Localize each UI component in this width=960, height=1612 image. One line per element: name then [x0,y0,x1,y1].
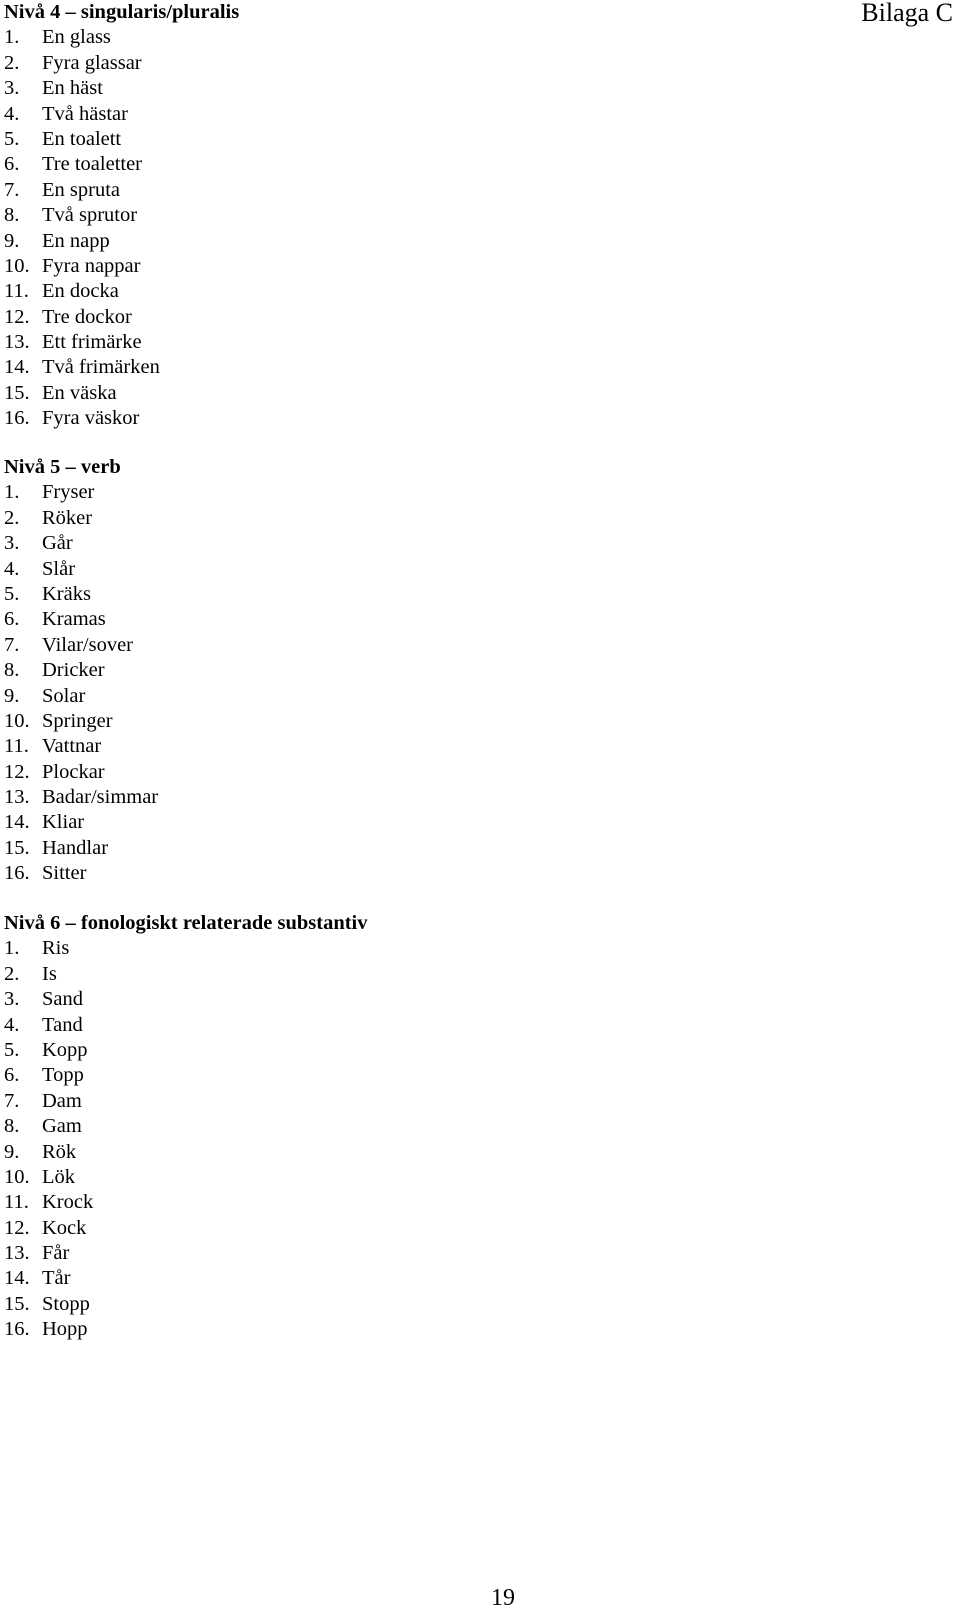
item-number: 3. [4,77,20,100]
list-item [4,480,904,505]
item-number: 2. [4,506,20,529]
item-text: En glass [42,26,111,49]
item-number: 10. [4,709,30,732]
list-item [4,684,904,709]
item-text: Krock [42,1191,94,1214]
item-text: Fyra väskor [42,407,140,430]
item-text: Solar [42,684,86,707]
item-text: En napp [42,229,110,252]
item-number: 2. [4,962,20,985]
list-item [4,836,904,861]
list-item [4,1038,904,1063]
item-number: 3. [4,532,20,555]
list-item [4,355,904,380]
item-text: Sitter [42,862,87,885]
list-item [4,1140,904,1165]
item-text: Röker [42,506,93,529]
item-text: En väska [42,381,117,404]
list-item [4,760,904,785]
item-number: 14. [4,1267,30,1290]
list-item [4,1063,904,1088]
list-item [4,785,904,810]
list-item [4,582,904,607]
section-heading: Nivå 6 – fonologiskt relaterade substantiv [4,912,368,934]
list-item [4,1241,904,1266]
list-item [4,76,904,101]
list-item [4,607,904,632]
item-text: Springer [42,709,113,732]
word-list [4,936,904,1342]
list-item [4,152,904,177]
item-number: 9. [4,229,20,252]
item-text: En docka [42,280,119,303]
list-item [4,1292,904,1317]
item-text: Vattnar [42,735,102,758]
item-text: Fyra glassar [42,51,142,74]
list-item [4,330,904,355]
item-number: 16. [4,862,30,885]
list-item [4,1190,904,1215]
item-text: En spruta [42,178,120,201]
list-item [4,936,904,961]
item-text: Handlar [42,836,109,859]
item-number: 7. [4,1089,20,1112]
list-item [4,51,904,76]
item-text: Slår [42,557,76,580]
list-item [4,229,904,254]
item-text: Plockar [42,760,105,783]
item-number: 15. [4,836,30,859]
section-niva-5 [4,455,904,887]
item-number: 12. [4,305,30,328]
item-text: Vilar/sover [42,633,133,656]
section-niva-6 [4,911,904,1343]
item-number: 7. [4,178,20,201]
item-text: Kramas [42,608,106,631]
item-text: Tre dockor [42,305,132,328]
list-item [4,1266,904,1291]
item-number: 7. [4,633,20,656]
item-number: 13. [4,786,30,809]
item-number: 5. [4,127,20,150]
item-number: 1. [4,481,20,504]
list-item [4,1114,904,1139]
item-text: Stopp [42,1292,90,1315]
item-number: 5. [4,1038,20,1061]
item-text: Tand [42,1013,83,1036]
list-item [4,279,904,304]
item-text: Kock [42,1216,87,1239]
list-item [4,734,904,759]
item-text: Fryser [42,481,95,504]
list-item [4,810,904,835]
item-text: Gam [42,1115,82,1138]
list-item [4,305,904,330]
item-number: 6. [4,1064,20,1087]
item-text: Kopp [42,1038,88,1061]
item-text: Dricker [42,659,105,682]
item-number: 13. [4,1242,30,1265]
item-number: 9. [4,684,20,707]
item-text: Två frimärken [42,356,160,379]
item-text: Lök [42,1165,76,1188]
item-number: 10. [4,254,30,277]
item-text: Tår [42,1267,71,1290]
item-number: 4. [4,557,20,580]
list-item [4,25,904,50]
item-number: 11. [4,280,29,303]
item-text: Tre toaletter [42,153,143,176]
list-item [4,1165,904,1190]
list-item [4,861,904,886]
list-item [4,127,904,152]
list-item [4,633,904,658]
item-number: 12. [4,1216,30,1239]
item-text: Två hästar [42,102,128,125]
item-number: 6. [4,153,20,176]
item-number: 10. [4,1165,30,1188]
item-text: Badar/simmar [42,786,159,809]
appendix-label: Bilaga C [861,0,953,27]
list-item [4,178,904,203]
list-item [4,506,904,531]
item-number: 4. [4,1013,20,1036]
list-item [4,709,904,734]
section-heading: Nivå 5 – verb [4,456,121,478]
item-text: Fyra nappar [42,254,141,277]
item-number: 3. [4,988,20,1011]
item-number: 16. [4,1318,30,1341]
item-text: Ris [42,937,70,960]
list-item [4,254,904,279]
item-number: 14. [4,811,30,834]
list-item [4,203,904,228]
item-text: Kräks [42,582,91,605]
page-number: 19 [491,1585,515,1611]
item-number: 1. [4,937,20,960]
item-number: 1. [4,26,20,49]
item-number: 4. [4,102,20,125]
item-text: En toalett [42,127,122,150]
word-list [4,25,904,431]
item-text: Går [42,532,73,555]
item-number: 13. [4,331,30,354]
item-number: 8. [4,1115,20,1138]
item-number: 6. [4,608,20,631]
item-text: Dam [42,1089,82,1112]
item-text: Hopp [42,1318,88,1341]
item-text: En häst [42,77,103,100]
list-item [4,381,904,406]
section-niva-4 [4,0,904,432]
section-heading: Nivå 4 – singularis/pluralis [4,1,240,23]
item-number: 9. [4,1140,20,1163]
item-text: Rök [42,1140,77,1163]
item-text: Topp [42,1064,84,1087]
list-item [4,987,904,1012]
word-list [4,480,904,886]
item-number: 14. [4,356,30,379]
item-number: 15. [4,1292,30,1315]
item-text: Is [42,962,57,985]
item-number: 12. [4,760,30,783]
item-text: Får [42,1242,70,1265]
item-number: 11. [4,735,29,758]
item-text: Två sprutor [42,204,138,227]
list-item [4,557,904,582]
item-text: Kliar [42,811,85,834]
list-item [4,102,904,127]
list-item [4,1089,904,1114]
item-number: 11. [4,1191,29,1214]
list-item [4,406,904,431]
list-item [4,658,904,683]
item-number: 8. [4,659,20,682]
list-item [4,1317,904,1342]
list-item [4,1013,904,1038]
list-item [4,962,904,987]
list-item [4,1216,904,1241]
item-number: 16. [4,407,30,430]
item-text: Ett frimärke [42,331,142,354]
item-number: 2. [4,51,20,74]
item-number: 5. [4,582,20,605]
item-number: 8. [4,204,20,227]
item-text: Sand [42,988,83,1011]
list-item [4,531,904,556]
item-number: 15. [4,381,30,404]
